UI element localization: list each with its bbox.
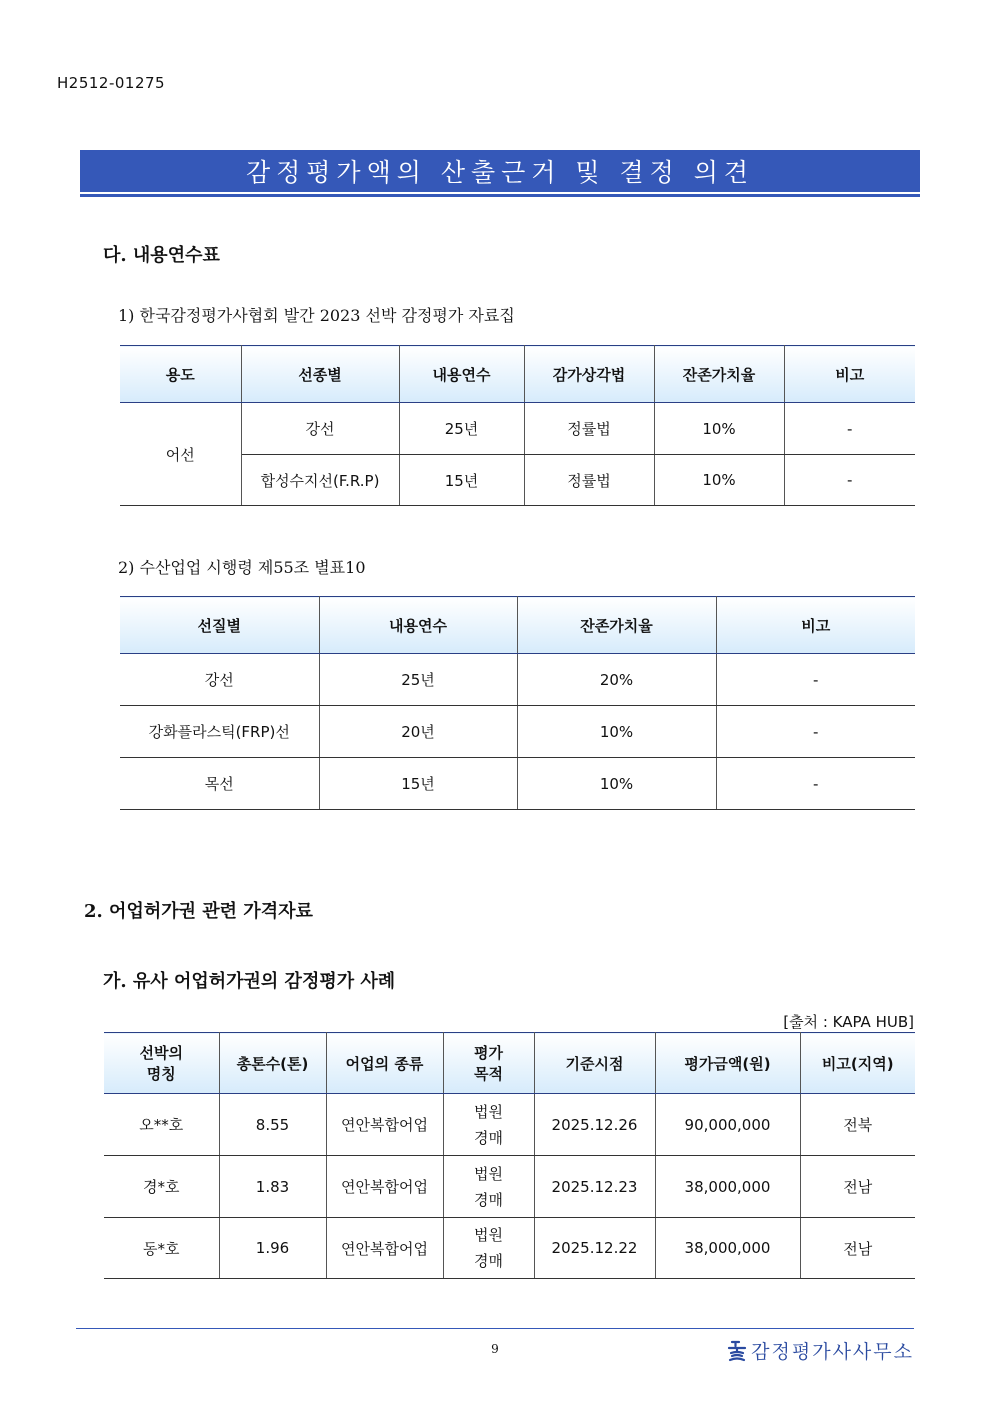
table-header-cell: 비고(지역) — [800, 1033, 915, 1094]
table-cell: 10% — [517, 706, 716, 758]
table-cell: - — [716, 758, 915, 810]
table-cell: 강화플라스틱(FRP)선 — [120, 706, 319, 758]
table-cell: 전남 — [800, 1218, 915, 1279]
table-cell: 25년 — [399, 403, 524, 455]
table-header-cell: 어업의 종류 — [326, 1033, 443, 1094]
table-cell: 동*호 — [104, 1218, 219, 1279]
table-cell: 경*호 — [104, 1156, 219, 1218]
table-cell: 15년 — [399, 455, 524, 506]
brand-name: 감정평가사사무소 — [751, 1341, 914, 1363]
table-appraisal-cases — [104, 1032, 915, 1279]
subheading-kapa: 1) 한국감정평가사협회 발간 2023 선박 감정평가 자료집 — [118, 306, 515, 325]
table-cell: 연안복합어업 — [326, 1156, 443, 1218]
table-cell: 강선 — [120, 654, 319, 706]
table-cell: 10% — [654, 455, 784, 506]
table-row — [120, 403, 915, 455]
section-heading-license-price: 2. 어업허가권 관련 가격자료 — [84, 901, 313, 922]
table-cell: - — [716, 654, 915, 706]
table-cell: 10% — [517, 758, 716, 810]
table-cell: 15년 — [319, 758, 517, 810]
table-header-cell: 평가 목적 — [443, 1033, 534, 1094]
table-cell: 25년 — [319, 654, 517, 706]
table-cell: 20% — [517, 654, 716, 706]
subheading-decree: 2) 수산업업 시행령 제55조 별표10 — [118, 558, 366, 577]
table-cell: 1.96 — [219, 1218, 326, 1279]
table-header-cell: 선박의 명칭 — [104, 1033, 219, 1094]
table-row — [104, 1156, 915, 1218]
table-cell: 90,000,000 — [655, 1094, 800, 1156]
table-header-cell: 내용연수 — [399, 346, 524, 403]
group-label-cell: 어선 — [120, 403, 241, 506]
table-cell: 오**호 — [104, 1094, 219, 1156]
table-useful-life-kapa — [120, 345, 915, 506]
table-cell: 합성수지선(F.R.P) — [241, 455, 399, 506]
table-row — [104, 1094, 915, 1156]
table-header-cell: 잔존가치율 — [517, 597, 716, 654]
table-cell: - — [784, 455, 915, 506]
table-row — [104, 1218, 915, 1279]
table-header-cell: 내용연수 — [319, 597, 517, 654]
table-cell: 2025.12.23 — [534, 1156, 655, 1218]
table-cell: 8.55 — [219, 1094, 326, 1156]
table-header-cell: 비고 — [716, 597, 915, 654]
table-cell: 연안복합어업 — [326, 1218, 443, 1279]
table-cell: 연안복합어업 — [326, 1094, 443, 1156]
section-heading-cases: 가. 유사 어업허가권의 감정평가 사례 — [103, 971, 396, 992]
footer-brand — [727, 1337, 914, 1364]
table-cell: 2025.12.26 — [534, 1094, 655, 1156]
table-useful-life-decree — [120, 596, 915, 810]
table-header-cell: 용도 — [120, 346, 241, 403]
table-cell: 20년 — [319, 706, 517, 758]
table-cell: 전북 — [800, 1094, 915, 1156]
table-cell: 강선 — [241, 403, 399, 455]
table-header-cell: 감가상각법 — [524, 346, 654, 403]
table-header-cell: 비고 — [784, 346, 915, 403]
page-title: 감정평가액의 산출근거 및 결정 의견 — [80, 150, 920, 192]
page-number: 9 — [491, 1342, 499, 1356]
table-cell: 38,000,000 — [655, 1156, 800, 1218]
table-cell: 전남 — [800, 1156, 915, 1218]
table-cell: 목선 — [120, 758, 319, 810]
table-cell: 2025.12.22 — [534, 1218, 655, 1279]
table-cell: - — [716, 706, 915, 758]
table-header-cell: 선질별 — [120, 597, 319, 654]
brand-logo-icon — [727, 1340, 747, 1362]
table-header-cell: 평가금액(원) — [655, 1033, 800, 1094]
table-row — [120, 654, 915, 706]
table-cell: - — [784, 403, 915, 455]
table-cell: 10% — [654, 403, 784, 455]
table-header-cell: 총톤수(톤) — [219, 1033, 326, 1094]
table-header-cell: 잔존가치율 — [654, 346, 784, 403]
section-heading-useful-life: 다. 내용연수표 — [103, 245, 220, 266]
table-cell: 정률법 — [524, 403, 654, 455]
table-row — [120, 758, 915, 810]
table-cell: 38,000,000 — [655, 1218, 800, 1279]
table-row — [120, 706, 915, 758]
table-header-cell: 기준시점 — [534, 1033, 655, 1094]
document-id: H2512-01275 — [57, 74, 166, 92]
source-note: [출처 : KAPA HUB] — [783, 1013, 914, 1031]
table-cell: 1.83 — [219, 1156, 326, 1218]
title-underline — [80, 194, 920, 197]
table-header-cell: 선종별 — [241, 346, 399, 403]
table-cell: 법원 경매 — [443, 1094, 534, 1156]
table-cell: 법원 경매 — [443, 1156, 534, 1218]
footer-divider — [76, 1328, 914, 1329]
table-cell: 법원 경매 — [443, 1218, 534, 1279]
table-cell: 정률법 — [524, 455, 654, 506]
